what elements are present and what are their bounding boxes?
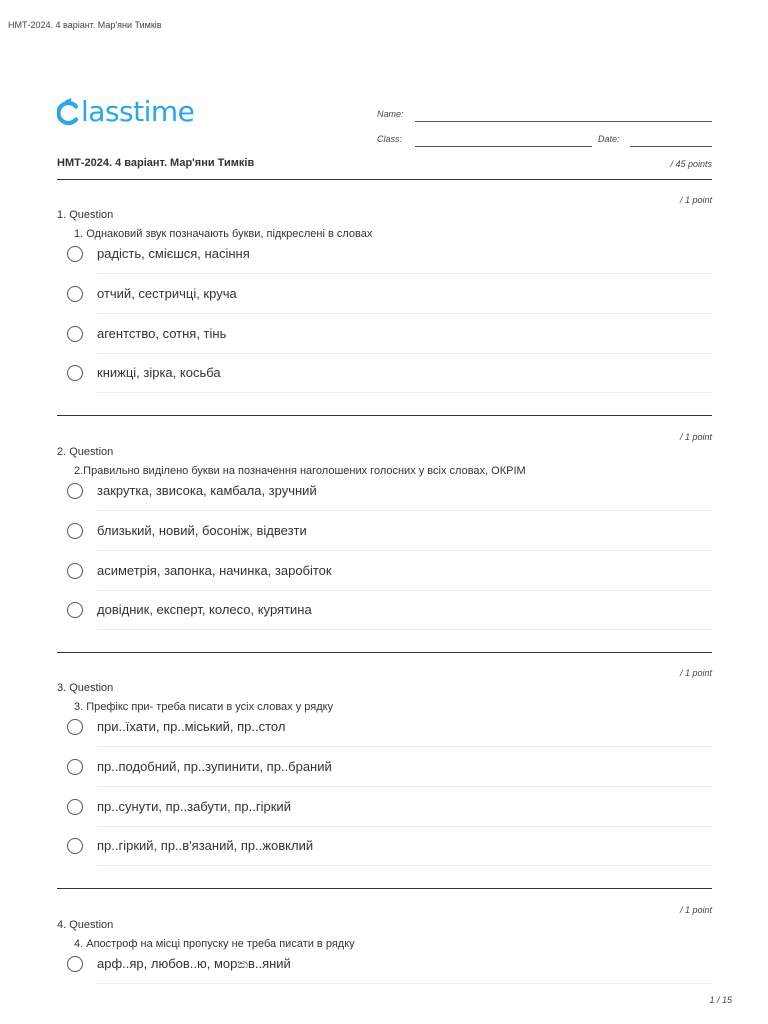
radio-button[interactable] [67, 563, 83, 579]
option-text: близький, новий, босоніж, відвезти [97, 522, 307, 538]
option-divider [97, 353, 712, 354]
answer-option[interactable] [67, 758, 712, 798]
option-text: арф..яр, любов..ю, морකв..яний [97, 956, 291, 971]
radio-button[interactable] [67, 799, 83, 815]
document-title: НМТ-2024. 4 варіант. Мар'яни Тимків [57, 157, 255, 169]
answer-option[interactable] [67, 601, 712, 641]
question-divider [57, 415, 712, 416]
radio-button[interactable] [67, 286, 83, 302]
option-text: книжці, зірка, косьба [97, 365, 221, 381]
radio-button[interactable] [67, 759, 83, 775]
question-text: 2.Правильно виділено букви на позначення наголошених голосних у всіх словах, ОКРІМ [74, 465, 526, 477]
option-divider [97, 510, 712, 511]
header-divider [57, 179, 712, 180]
radio-button[interactable] [67, 326, 83, 342]
question-points: / 1 point [679, 905, 712, 915]
answer-option[interactable] [67, 562, 712, 602]
question-heading: 4. Question [57, 919, 114, 931]
question-points: / 1 point [679, 195, 712, 205]
question-points: / 1 point [679, 432, 712, 442]
option-text: пр..гіркий, пр..в'язаний, пр..жовклий [97, 838, 314, 854]
option-text: радість, смієшся, насіння [97, 246, 250, 261]
total-points: / 45 points [670, 159, 712, 169]
radio-button[interactable] [67, 523, 83, 539]
option-divider [97, 392, 712, 393]
radio-button[interactable] [67, 602, 83, 618]
answer-options [67, 718, 712, 877]
date-field[interactable] [630, 146, 712, 147]
question-divider [57, 888, 712, 889]
question-points: / 1 point [679, 668, 712, 678]
date-label: Date: [598, 134, 620, 144]
logo-text: lasstime [81, 95, 195, 128]
radio-button[interactable] [67, 719, 83, 735]
question-text: 4. Апостроф на місці пропуску не треба писати в рядку [74, 938, 355, 950]
radio-button[interactable] [67, 246, 83, 262]
option-text: пр..подобний, пр..зупинити, пр..браний [97, 758, 332, 774]
radio-button[interactable] [67, 956, 83, 972]
answer-option[interactable] [67, 285, 712, 325]
option-text: закрутка, звисока, камбала, зручний [97, 483, 317, 498]
answer-option[interactable] [67, 718, 712, 758]
page-header-title: НМТ-2024. 4 варіант. Мар'яни Тимків [8, 20, 162, 30]
option-divider [97, 550, 712, 551]
answer-option[interactable] [67, 798, 712, 838]
option-divider [97, 313, 712, 314]
radio-button[interactable] [67, 483, 83, 499]
radio-button[interactable] [67, 838, 83, 854]
answer-option[interactable] [67, 364, 712, 404]
answer-option[interactable] [67, 522, 712, 562]
answer-option[interactable] [67, 482, 712, 522]
answer-options [67, 245, 712, 404]
option-text: пр..сунути, пр..забути, пр..гіркий [97, 798, 291, 814]
option-divider [97, 590, 712, 591]
answer-option[interactable] [67, 245, 712, 285]
refresh-c-icon [57, 97, 81, 127]
option-text: агентство, сотня, тінь [97, 325, 227, 341]
answer-option[interactable] [67, 325, 712, 365]
classtime-logo [57, 92, 194, 132]
option-text: при..їхати, пр..міський, пр..стол [97, 719, 286, 734]
page-number: 1 / 15 [709, 995, 732, 1005]
option-divider [97, 826, 712, 827]
question-divider [57, 652, 712, 653]
question-heading: 3. Question [57, 682, 114, 694]
question-heading: 2. Question [57, 446, 114, 458]
question-text: 3. Префікс при- треба писати в усіх словах у рядку [74, 701, 334, 713]
answer-option[interactable] [67, 955, 712, 995]
option-divider [97, 865, 712, 866]
option-text: довідник, експерт, колесо, курятина [97, 602, 312, 618]
class-field[interactable] [415, 146, 592, 147]
question-text: 1. Однаковий звук позначають букви, підкреслені в словах [74, 228, 373, 240]
option-text: асиметрія, запонка, начинка, заробіток [97, 562, 332, 578]
option-divider [97, 629, 712, 630]
name-label: Name: [377, 109, 404, 119]
radio-button[interactable] [67, 365, 83, 381]
answer-options [67, 955, 712, 995]
option-divider [97, 786, 712, 787]
answer-option[interactable] [67, 837, 712, 877]
option-divider [97, 746, 712, 747]
option-text: отчий, сестричці, круча [97, 285, 237, 301]
question-heading: 1. Question [57, 209, 114, 221]
answer-options [67, 482, 712, 641]
class-label: Class: [377, 134, 403, 144]
option-divider [97, 273, 712, 274]
option-divider [97, 983, 712, 984]
name-field[interactable] [415, 121, 712, 122]
